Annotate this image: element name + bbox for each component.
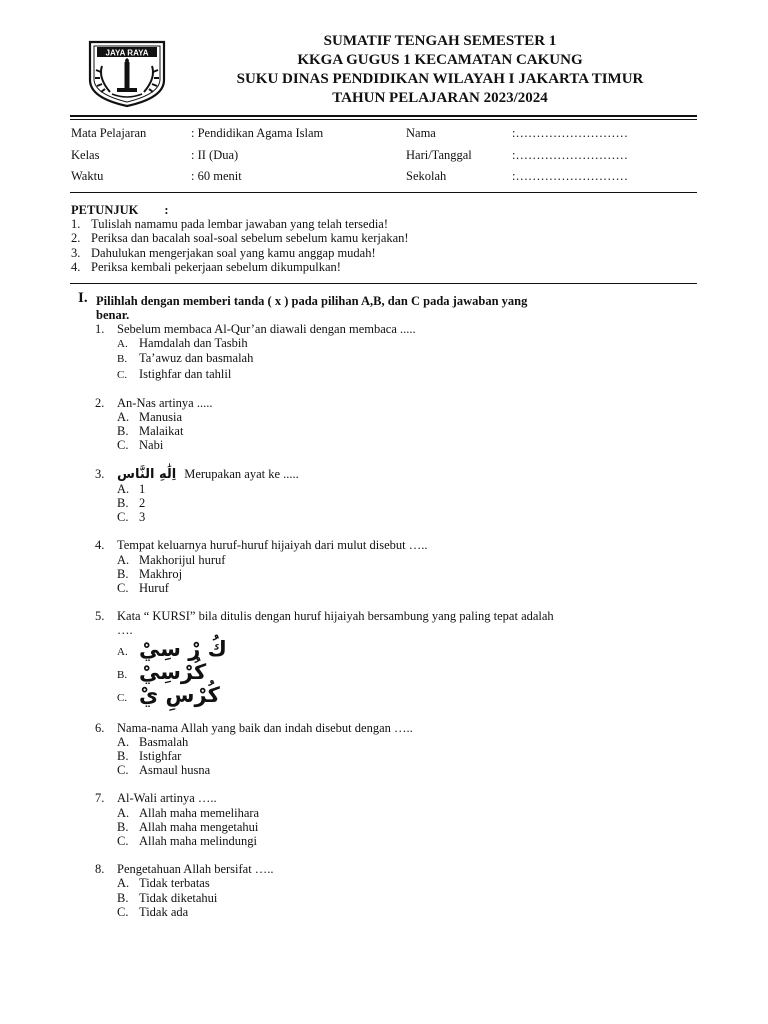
answer-option[interactable]: A. Tidak terbatas: [117, 876, 210, 891]
answer-option[interactable]: B. Ta’awuz dan basmalah: [117, 351, 254, 366]
answer-option[interactable]: B. Istighfar: [117, 749, 182, 764]
section-instruction: Pilihlah dengan memberi tanda ( x ) pada pilihan A,B, dan C pada jawaban yang: [96, 294, 528, 308]
instructions-title: PETUNJUK :: [71, 203, 169, 217]
answer-option[interactable]: A. Hamdalah dan Tasbih: [117, 336, 248, 351]
school-label: Sekolah: [406, 169, 447, 183]
heading-line-3: SUKU DINAS PENDIDIKAN WILAYAH I JAKARTA TIMUR: [236, 71, 644, 87]
info-divider: [70, 192, 697, 193]
heading-line-4: TAHUN PELAJARAN 2023/2024: [332, 90, 548, 106]
question-item: [95, 791, 695, 848]
answer-option[interactable]: C. Istighfar dan tahlil: [117, 366, 232, 381]
section-instruction-cont: benar.: [96, 308, 130, 322]
school-field[interactable]: :………………………: [512, 169, 628, 183]
instructions: [71, 203, 409, 274]
instruction-item: 4. Periksa kembali pekerjaan sebelum dikumpulkan!: [71, 259, 341, 274]
subject-label: Mata Pelajaran: [71, 126, 147, 140]
heading-line-1: SUMATIF TENGAH SEMESTER 1: [323, 33, 557, 49]
heading-line-2: KKGA GUGUS 1 KECAMATAN CAKUNG: [297, 52, 583, 68]
answer-option[interactable]: C. Allah maha melindungi: [117, 834, 258, 849]
answer-option[interactable]: C. Huruf: [117, 581, 169, 596]
instruction-item: 1. Tulislah namamu pada lembar jawaban yang telah tersedia!: [71, 217, 389, 232]
identity-row: [71, 126, 701, 148]
question-item: [95, 396, 695, 453]
header-divider-thin: [70, 119, 697, 120]
jaya-raya-emblem-icon: [84, 36, 170, 108]
answer-option[interactable]: C. كُرْسِ يْ: [117, 682, 220, 707]
answer-option[interactable]: B. Malaikat: [117, 424, 184, 439]
answer-option[interactable]: A. Makhorijul huruf: [117, 552, 226, 567]
question-item: [95, 862, 695, 919]
question-item: [95, 322, 695, 382]
answer-option[interactable]: C. Asmaul husna: [117, 763, 211, 778]
question-item: [95, 467, 695, 525]
question-stem: 3. اِلَٰهِ النَّاس Merupakan ayat ke .....: [95, 466, 299, 482]
name-field[interactable]: :………………………: [512, 126, 628, 140]
section-number: I.: [78, 290, 88, 306]
question-stem: 5. Kata “ KURSI” bila ditulis dengan huruf hijaiyah bersambung yang paling tepat adalah: [95, 609, 554, 624]
answer-option[interactable]: A. Allah maha memelihara: [117, 805, 260, 820]
instruction-item: 2. Periksa dan bacalah soal-soal sebelum sebelum kamu kerjakan!: [71, 231, 409, 246]
answer-option[interactable]: A. 1: [117, 481, 146, 496]
question-stem: 4. Tempat keluarnya huruf-huruf hijaiyah dari mulut disebut …..: [95, 538, 428, 553]
identity-row: [71, 148, 701, 170]
answer-option[interactable]: B. 2: [117, 496, 146, 511]
question-item: [95, 538, 695, 595]
question-stem: 7. Al-Wali artinya …..: [95, 791, 217, 806]
question-stem: 8. Pengetahuan Allah bersifat …..: [95, 862, 274, 877]
instructions-divider: [70, 283, 697, 284]
question-list: [95, 322, 695, 919]
answer-option[interactable]: B. Allah maha mengetahui: [117, 819, 259, 834]
date-field[interactable]: :………………………: [512, 147, 628, 162]
arabic-verse: اِلَٰهِ النَّاس: [117, 466, 177, 482]
class-label: Kelas: [71, 147, 100, 162]
answer-option[interactable]: C. 3: [117, 510, 146, 525]
answer-option[interactable]: A. كُ رْ سِيْ: [117, 636, 227, 661]
logo-text: JAYA RAYA: [105, 48, 149, 58]
question-stem: 1. Sebelum membaca Al-Qur’an diawali dengan membaca .....: [95, 322, 416, 336]
answer-option[interactable]: B. Tidak diketahui: [117, 890, 218, 905]
question-stem-cont: ….: [117, 623, 133, 638]
subject-value: : Pendidikan Agama Islam: [191, 126, 324, 140]
identity-row: [71, 169, 701, 191]
answer-option[interactable]: A. Basmalah: [117, 734, 189, 749]
question-item: [95, 609, 695, 706]
class-value: : II (Dua): [191, 147, 239, 162]
exam-heading: [180, 32, 700, 108]
instruction-item: 3. Dahulukan mengerjakan soal yang kamu anggap mudah!: [71, 245, 376, 260]
identity-table: [71, 126, 701, 191]
time-value: : 60 menit: [191, 169, 242, 183]
answer-option[interactable]: A. Manusia: [117, 410, 183, 425]
question-item: [95, 721, 695, 778]
answer-option[interactable]: C. Nabi: [117, 438, 164, 453]
question-stem: 2. An-Nas artinya .....: [95, 395, 213, 410]
time-label: Waktu: [71, 169, 104, 183]
answer-option[interactable]: C. Tidak ada: [117, 904, 189, 919]
answer-option[interactable]: B. كُرْسِيْ: [117, 659, 207, 684]
header-divider-thick: [70, 115, 697, 117]
name-label: Nama: [406, 126, 436, 140]
question-stem: 6. Nama-nama Allah yang baik dan indah disebut dengan …..: [95, 720, 413, 735]
answer-option[interactable]: B. Makhroj: [117, 566, 183, 581]
date-label: Hari/Tanggal: [406, 147, 472, 162]
